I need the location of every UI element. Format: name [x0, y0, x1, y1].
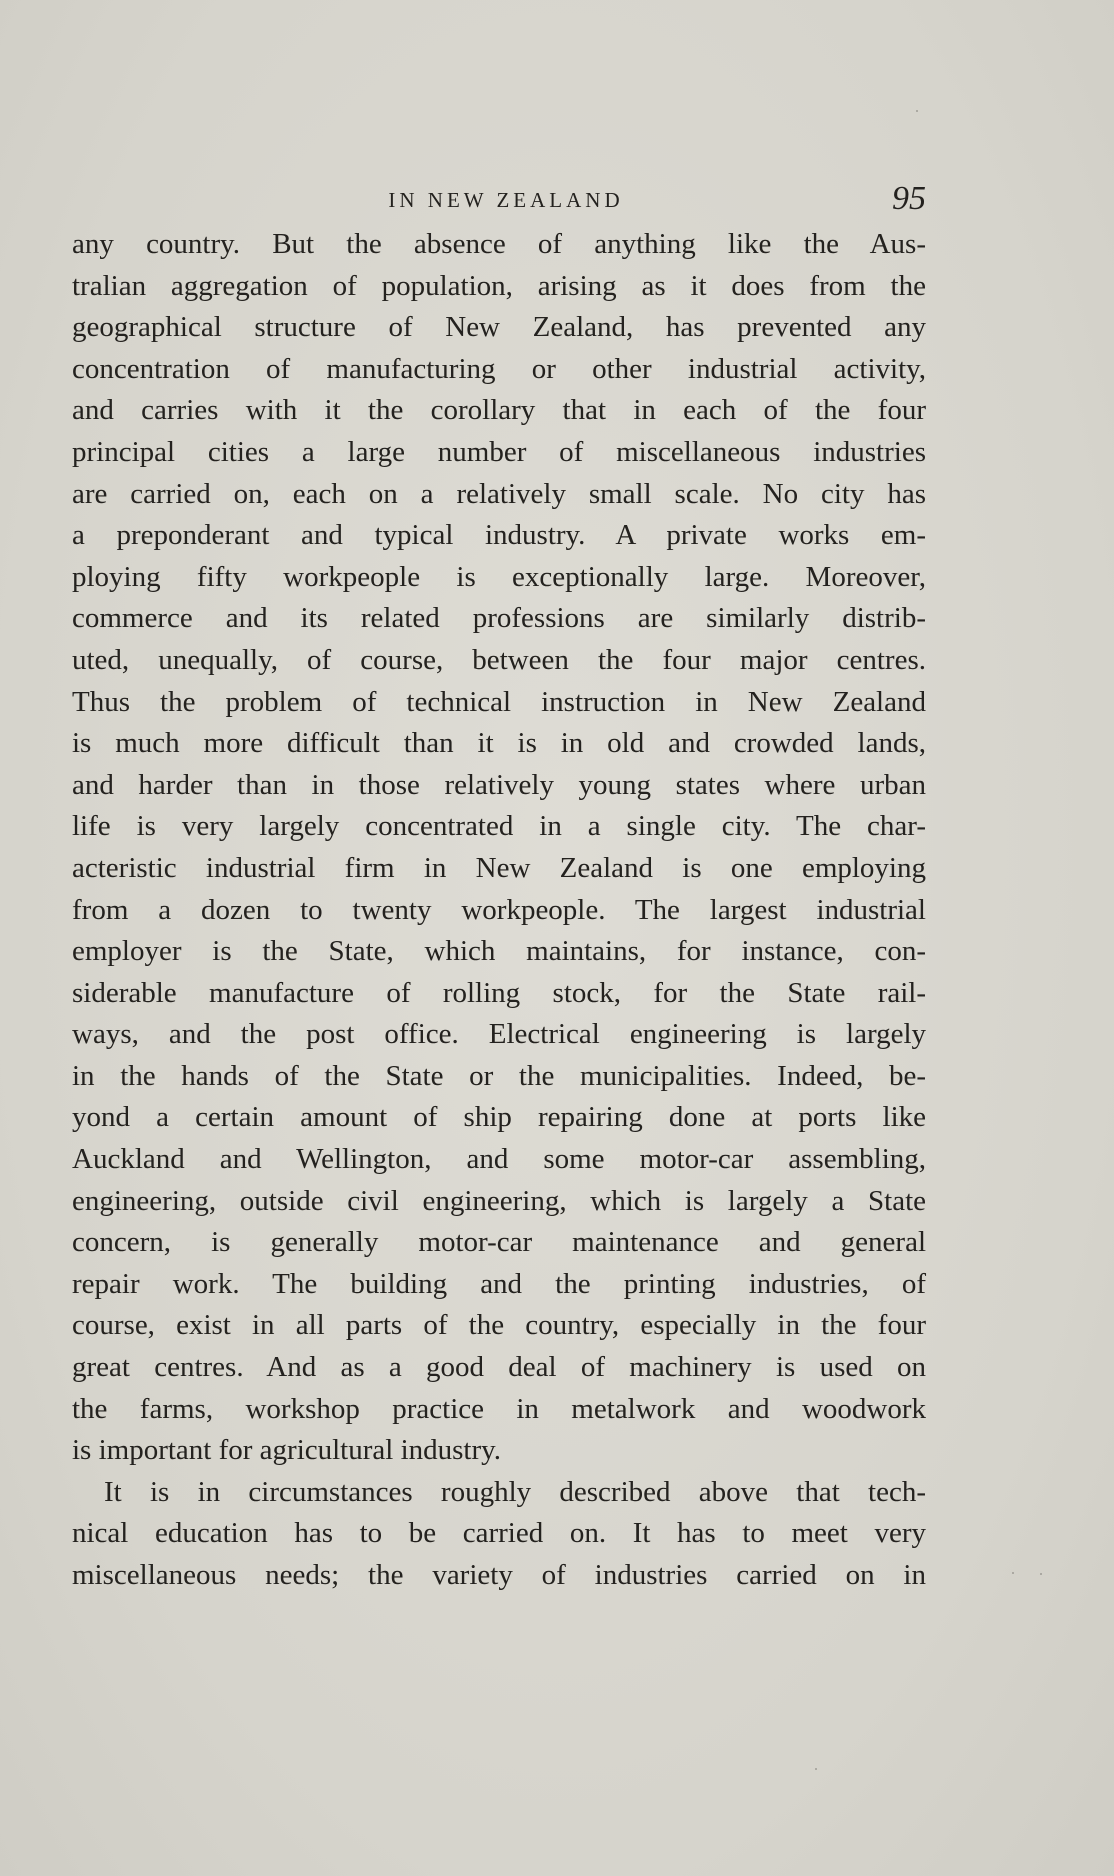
text-line: ways, and the post office. Electrical engineering is largely: [72, 1018, 926, 1051]
text-line: geographical structure of New Zealand, has prevented any: [72, 311, 926, 344]
text-line: concentration of manufacturing or other industrial activity,: [72, 352, 926, 385]
text-line: siderable manufacture of rolling stock, for the State rail-: [72, 976, 926, 1009]
text-line: concern, is generally motor-car maintenance and general: [72, 1226, 926, 1259]
text-line: Thus the problem of technical instruction in New Zealand: [72, 685, 926, 718]
text-line: ploying fifty workpeople is exceptionally large. Moreover,: [72, 560, 926, 593]
text-line: is much more difficult than it is in old and crowded lands,: [72, 727, 926, 760]
text-line: and carries with it the corollary that in each of the four: [72, 394, 926, 427]
text-line: nical education has to be carried on. It has to meet very: [72, 1517, 926, 1550]
text-line: miscellaneous needs; the variety of industries carried on in: [72, 1559, 926, 1591]
text-line: the farms, workshop practice in metalwork and woodwork: [72, 1392, 926, 1425]
page-content: [72, 180, 926, 1597]
paper-speck: [1040, 1573, 1042, 1575]
text-line: great centres. And as a good deal of machinery is used on: [72, 1351, 926, 1384]
running-title: IN NEW ZEALAND: [388, 188, 624, 212]
body-text: [72, 224, 926, 1597]
text-line: course, exist in all parts of the country, especially in the four: [72, 1309, 926, 1342]
text-line: uted, unequally, of course, between the four major centres.: [72, 643, 926, 676]
text-line: any country. But the absence of anything like the Aus-: [72, 228, 926, 260]
paragraph-end-line: is important for agricultural industry.: [72, 1434, 501, 1467]
text-line: and harder than in those relatively young states where urban: [72, 768, 926, 801]
text-line: from a dozen to twenty workpeople. The largest industrial: [72, 893, 926, 926]
text-line: yond a certain amount of ship repairing done at ports like: [72, 1101, 926, 1134]
text-line: acteristic industrial firm in New Zealand is one employing: [72, 851, 926, 884]
running-header: [72, 180, 926, 224]
text-line: life is very largely concentrated in a single city. The char-: [72, 810, 926, 843]
paper-speck: [1012, 1572, 1014, 1574]
paragraph-start-line: It is in circumstances roughly described above that tech-: [104, 1475, 926, 1508]
text-line: a preponderant and typical industry. A private works em-: [72, 519, 926, 552]
paper-speck: [916, 110, 918, 112]
text-line: principal cities a large number of miscellaneous industries: [72, 435, 926, 468]
text-line: commerce and its related professions are similarly distrib-: [72, 602, 926, 635]
text-line: repair work. The building and the printing industries, of: [72, 1267, 926, 1300]
text-line: tralian aggregation of population, arising as it does from the: [72, 269, 926, 302]
text-line: in the hands of the State or the municipalities. Indeed, be-: [72, 1059, 926, 1092]
text-line: Auckland and Wellington, and some motor-car assembling,: [72, 1143, 926, 1176]
text-line: are carried on, each on a relatively small scale. No city has: [72, 477, 926, 510]
text-line: engineering, outside civil engineering, which is largely a State: [72, 1184, 926, 1217]
page-number: 95: [892, 180, 926, 217]
paper-speck: [815, 1768, 817, 1770]
text-line: employer is the State, which maintains, for instance, con-: [72, 935, 926, 968]
